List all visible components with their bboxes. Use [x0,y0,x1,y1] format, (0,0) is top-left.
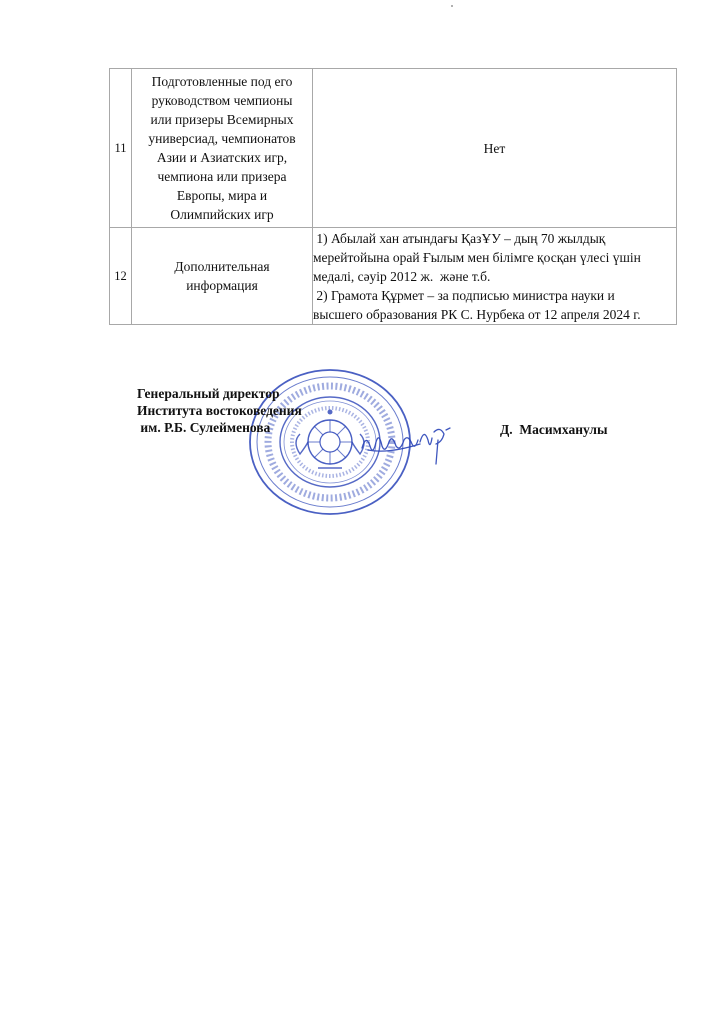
row-label-line: руководством чемпионы [151,93,293,108]
row-label-line: информация [186,278,258,293]
row-label-line: Азии и Азиатских игр, [156,150,288,165]
row-value-line: медалі, сәуір 2012 ж. және т.б. [313,268,491,284]
scan-speck [451,5,453,7]
row-label-line: чемпиона или призера [157,169,287,184]
row-value-line: высшего образования РК С. Нурбека от 12 апреля 2024 г. [313,306,641,322]
row-value-line: мерейтойына орай Ғылым мен білімге қосқан үлесі үшін [313,249,641,265]
table-row [110,69,677,228]
signatory-title-line: Института востоковедения [137,403,302,418]
row-value-line: 1) Абылай хан атындағы ҚазҰУ – дың 70 жылдық [313,230,606,246]
table-row [110,228,677,325]
row-label [132,69,313,228]
info-table [109,68,677,325]
row-number: 11 [110,69,132,228]
row-label-line: Дополнительная [174,259,270,274]
row-value: Нет [313,69,677,228]
row-label-line: Подготовленные под его [151,74,293,89]
row-value [313,228,677,325]
handwritten-signature-icon [358,420,458,470]
signatory-name: Д. Масимханулы [500,422,608,437]
signatory-title [137,385,302,436]
row-label-line: Европы, мира и [176,188,268,203]
row-value-line: 2) Грамота Құрмет – за подписью министра науки и [313,287,615,303]
row-number: 12 [110,228,132,325]
signatory-title-line: им. Р.Б. Сулейменова [137,420,271,435]
row-label-line: или призеры Всемирных [150,112,294,127]
row-label [132,228,313,325]
row-label-line: универсиад, чемпионатов [148,131,296,146]
row-label-line: Олимпийских игр [170,207,274,222]
signatory-title-line: Генеральный директор [137,386,280,401]
